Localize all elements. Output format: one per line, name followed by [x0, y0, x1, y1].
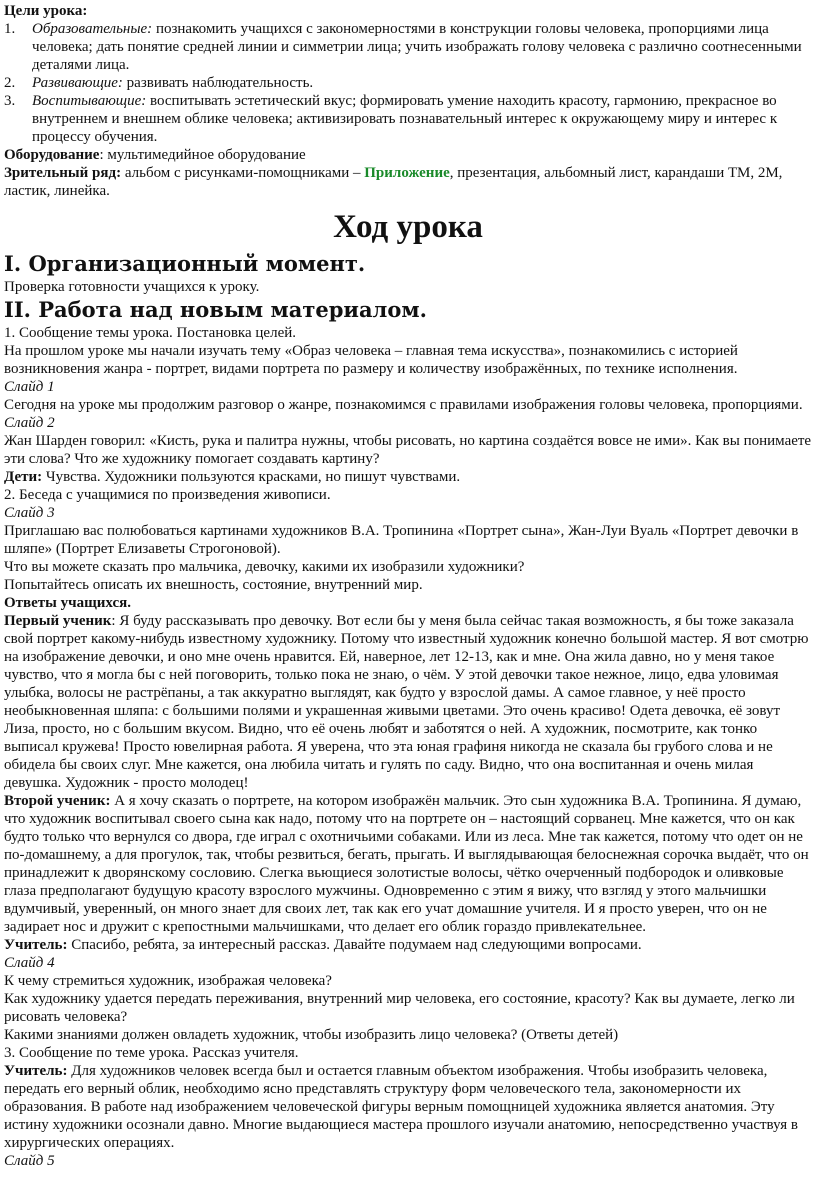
slide-label: Слайд 2 — [4, 415, 55, 431]
goals-heading: Цели урока: — [4, 3, 88, 19]
teacher-story — [4, 1062, 812, 1152]
goal-item — [4, 92, 812, 146]
teacher-label: Учитель: — [4, 937, 68, 953]
children-answer — [4, 468, 812, 486]
second-student-text: А я хочу сказать о портрете, на котором изображён мальчик. Это сын художника В.А. Тропинина. Я думаю, что художник воспитывал своего сына как надо, потому что на портрете он – настоящий сорванец. Мне кажется, что он как будто только что вернулся со двора, где играл с охотничьими собаками. Или из леса. Мне так кажется, потому что одет он не по-домашнему, а для прогулок, так, чтобы резвиться, бегать, прыгать. И выглядывающая белоснежная сорочка выдаёт, что он принадлежит к дворянскому сословию. Слегка вьющиеся золотистые волосы, чётко очерченный подбородок и оливковые глаза предполагают будущую красоту взрослого мужчины. Одновременно с этим я вижу, что взгляд у этого мальчишки вдумчивый, уверенный, он много знает для своих лет, так как его учат домашние учителя. И я просто уверен, что он не задирает нос и дружит с крепостными мальчишками, что делает его облик гораздо привлекательнее. — [4, 793, 809, 935]
section1-text: Проверка готовности учащихся к уроку. — [4, 279, 260, 295]
paragraph: Сегодня на уроке мы продолжим разговор о жанре, познакомимся с правилами изображения головы человека, пропорциями. — [4, 397, 803, 413]
teacher-story-text: Для художников человек всегда был и остается главным объектом изображения. Чтобы изобразить человека, передать его верный облик, необходимо ясно представлять структуру форм человеческого тела, закономерности их образования. В работе над изображением человеческой фигуры верным помощницей художника является анатомия. Эту истину художники осознали давно. Многие выдающиеся мастера прошлого изучали анатомию, непосредственно участвуя в хирургических операциях. — [4, 1063, 798, 1151]
goal-item — [4, 20, 812, 74]
goal-number: 2. — [4, 75, 16, 91]
goal-number: 1. — [4, 21, 16, 37]
goal-text: воспитывать эстетический вкус; формировать умение находить красоту, гармонию, прекрасное во внутреннем и внешнем облике человека; активизировать познавательный интерес к окружающему миру и интерес к процессу обучения. — [32, 93, 778, 145]
lesson-title: Ход урока — [333, 209, 483, 245]
slide-label: Слайд 1 — [4, 379, 55, 395]
equipment-text: : мультимедийное оборудование — [99, 147, 306, 163]
paragraph: Попытайтесь описать их внешность, состояние, внутренний мир. — [4, 577, 423, 593]
paragraph: На прошлом уроке мы начали изучать тему «Образ человека – главная тема искусства», познакомились с историей возникновения жанра - портрет, видами портрета по размеру и количеству изображённых, по технике исполнения. — [4, 343, 738, 377]
children-label: Дети: — [4, 469, 43, 485]
paragraph: Приглашаю вас полюбоваться картинами художников В.А. Тропинина «Портрет сына», Жан-Луи Вуаль «Портрет девочки в шляпе» (Портрет Елизаветы Строгоновой). — [4, 523, 799, 557]
teacher-label: Учитель: — [4, 1063, 68, 1079]
goal-text: развивать наблюдательность. — [122, 75, 314, 91]
second-student — [4, 792, 812, 936]
goal-label: Развивающие: — [32, 75, 123, 91]
goal-number: 3. — [4, 93, 16, 109]
equipment-label: Оборудование — [4, 147, 100, 163]
teacher-text: Спасибо, ребята, за интересный рассказ. Давайте подумаем над следующими вопросами. — [67, 937, 642, 953]
paragraph: 3. Сообщение по теме урока. Рассказ учителя. — [4, 1045, 299, 1061]
goals-list — [4, 20, 812, 146]
first-student — [4, 612, 812, 792]
visual-line — [4, 164, 812, 200]
equipment-line — [4, 146, 812, 164]
slide-label: Слайд 4 — [4, 955, 55, 971]
visual-text-b: , презентация, альбомный лист, карандаши ТМ, 2М, ластик, линейка. — [4, 165, 783, 199]
slide-label: Слайд 3 — [4, 505, 55, 521]
paragraph: Что вы можете сказать про мальчика, девочку, какими их изобразили художники? — [4, 559, 525, 575]
goal-label: Воспитывающие: — [32, 93, 147, 109]
visual-label: Зрительный ряд: — [4, 165, 122, 181]
second-student-label: Второй ученик: — [4, 793, 111, 809]
section1-heading: I. Организационный момент. — [4, 251, 366, 276]
goal-item — [4, 74, 812, 92]
paragraph: 2. Беседа с учащимися по произведения живописи. — [4, 487, 331, 503]
slide-label: Слайд 5 — [4, 1153, 55, 1169]
question: Как художнику удается передать переживания, внутренний мир человека, его состояние, красоту? Как вы думаете, легко ли рисовать человека? — [4, 991, 795, 1025]
children-text: Чувства. Художники пользуются красками, но пишут чувствами. — [42, 469, 461, 485]
question: К чему стремиться художник, изображая человека? — [4, 973, 332, 989]
first-student-text: : Я буду рассказывать про девочку. Вот если бы у меня была сейчас такая возможность, я бы тоже заказала свой портрет какому-нибудь известному художнику. Потому что известный художник конечно большой мастер. Я вот смотрю на изображение девочки, и оно мне очень нравится. Ей, наверное, лет 12-13, как и мне. Она жила давно, но у меня такое чувство, что я могла бы с ней поговорить, только пока не знаю, о чём. У этой девочки такое нежное, лицо, едва уловимая улыбка, волосы не растрёпаны, а так аккуратно выглядят, как будто у взрослой дамы. А самое главное, у неё просто необыкновенная шляпа: с большими полями и украшенная живыми цветами. Это очень красиво! Одета девочка, её зовут Лиза, просто, но с большим вкусом. Видно, что её очень любят и заботятся о ней. А художник, посмотрите, как тонко выписал кружева! Просто ювелирная работа. Я уверена, что эта юная графиня никогда не сказала бы грубого слова и не обидела бы своих слуг. Мне кажется, она любила читать и гулять по саду. Видно, что она воспитанная и очень милая девушка. Художник - просто молодец! — [4, 613, 809, 791]
paragraph: 1. Сообщение темы урока. Постановка целей. — [4, 325, 297, 341]
question: Какими знаниями должен овладеть художник, чтобы изобразить лицо человека? (Ответы детей) — [4, 1027, 619, 1043]
paragraph: Жан Шарден говорил: «Кисть, рука и палитра нужны, чтобы рисовать, но картина создаётся вовсе не ими». Как вы понимаете эти слова? Что же художнику помогает создавать картину? — [4, 433, 812, 467]
appendix-link[interactable]: Приложение — [364, 165, 450, 181]
goal-text: познакомить учащихся с закономерностями в конструкции головы человека, пропорциями лица человека; дать понятие средней линии и симметрии лица; учить изображать голову человека с различно соотнесенными деталями лица. — [32, 21, 802, 73]
first-student-label: Первый ученик — [4, 613, 112, 629]
visual-text-a: альбом с рисунками-помощниками – — [121, 165, 365, 181]
teacher-remark — [4, 936, 812, 954]
answers-heading: Ответы учащихся. — [4, 595, 131, 611]
goal-label: Образовательные: — [32, 21, 153, 37]
section2-heading: II. Работа над новым материалом. — [4, 297, 427, 322]
